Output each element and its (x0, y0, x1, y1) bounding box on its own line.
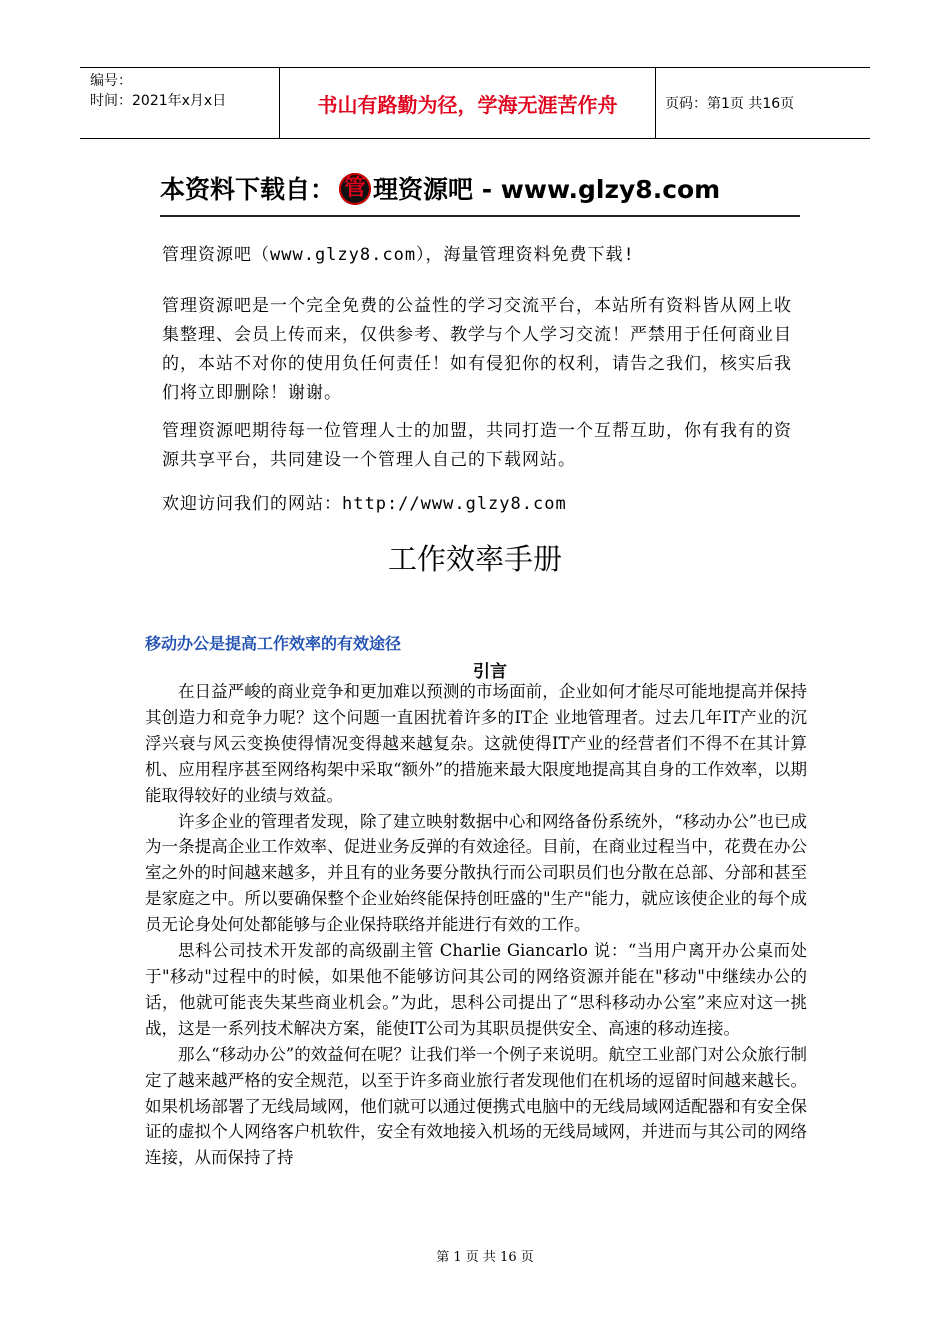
body-paragraph: 思科公司技术开发部的高级副主管 Charlie Giancarlo 说：“当用户离开办公桌而处于"移动"过程中的时候，如果他不能够访问其公司的网络资源并能在"移动"中继续办公的话，他就可能丧失某些商业机会。”为此，思科公司提出了“思科移动办公室”来应对这一挑战，这是一系列技术解决方案，能使IT公司为其职员提供安全、高速的移动连接。 (145, 941, 807, 1038)
number-label: 编号： (90, 73, 132, 89)
time-label: 时间：2021年x月x日 (90, 93, 227, 109)
header-meta (80, 68, 280, 138)
body-paragraph: 那么“移动办公”的效益何在呢？让我们举一个例子来说明。航空工业部门对公众旅行制定了越来越严格的安全规范，以至于许多商业旅行者发现他们在机场的逗留时间越来越长。如果机场部署了无线局域网，他们就可以通过便携式电脑中的无线局域网适配器和有安全保证的虚拟个人网络客户机软件，安全有效地接入机场的无线局域网，并进而与其公司的网络连接，从而保持了持 (145, 1044, 807, 1168)
header-page-info: 页码：第1页 共16页 (665, 96, 795, 112)
info-disclaimer: 管理资源吧是一个完全免费的公益性的学习交流平台，本站所有资料皆从网上收集整理、会员上传而来，仅供参考、教学与个人学习交流！严禁用于任何商业目的，本站不对你的使用负任何责任！如有侵犯你的权利，请告之我们，核实后我们将立即删除！谢谢。 (162, 296, 792, 403)
document-title: 工作效率手册 (387, 542, 562, 576)
page-footer: 第 1 页 共 16 页 (436, 1250, 534, 1265)
body-paragraph: 在日益严峻的商业竞争和更加难以预测的市场面前，企业如何才能尽可能地提高并保持其创造力和竞争力呢？这个问题一直困扰着许多的IT企 业地管理者。过去几年IT产业的沉浮兴衰与风云变换使得情况变得越来越复杂。这就使得IT产业的经营者们不得不在其计算机、应用程序甚至网络构架中采取“额外”的措施来最大限度地提高其自身的工作效率，以期能取得较好的业绩与效益。 (145, 682, 807, 805)
site-logo-icon: 管 (339, 173, 371, 205)
header-table (80, 67, 870, 139)
banner-suffix: 理资源吧 - www.glzy8.com (373, 175, 721, 204)
body-paragraph: 许多企业的管理者发现，除了建立映射数据中心和网络备份系统外，“移动办公”也已成为一条提高企业工作效率、促进业务反弹的有效途径。目前，在商业过程当中，花费在办公室之外的时间越来越多，并且有的业务要分散执行而公司职员们也分散在总部、分部和甚至是家庭之中。所以要确保整个企业始终能保持创旺盛的"生产"能力，就应该使企业的每个成员无论身处何处都能够与企业保持联络并能进行有效的工作。 (145, 811, 807, 935)
info-line-site: 管理资源吧（www.glzy8.com），海量管理资料免费下载! (162, 245, 635, 265)
section-heading: 移动办公是提高工作效率的有效途径 (145, 634, 402, 653)
document-body (145, 679, 807, 1171)
info-invitation: 管理资源吧期待每一位管理人士的加盟，共同打造一个互帮互助，你有我有的资源共享平台，共同建设一个管理人自己的下载网站。 (162, 421, 792, 470)
banner-prefix: 本资料下载自： (160, 175, 336, 204)
banner-rule (160, 215, 800, 217)
header-motto: 书山有路勤为径，学海无涯苦作舟 (280, 68, 656, 138)
intro-heading: 引言 (473, 662, 507, 682)
download-banner (160, 166, 800, 216)
info-welcome-link[interactable]: 欢迎访问我们的网站：http://www.glzy8.com (162, 494, 567, 514)
banner-text (160, 170, 720, 206)
